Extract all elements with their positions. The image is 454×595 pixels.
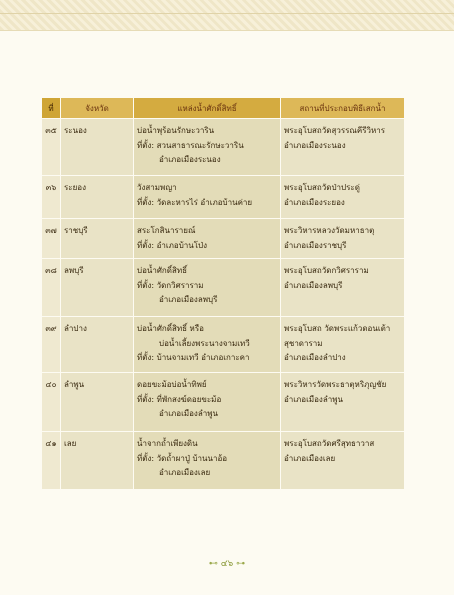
header-sacred-water-source: แหล่งน้ำศักดิ์สิทธิ์ <box>134 98 281 119</box>
table-row <box>42 219 405 259</box>
source-line: วังสามพญา <box>137 183 177 192</box>
table-row <box>42 119 405 176</box>
source-line: ที่ตั้ง: อำเภอบ้านโป่ง <box>137 240 208 250</box>
ceremony-cell <box>281 119 405 176</box>
source-cell <box>134 373 281 432</box>
table-row <box>42 176 405 219</box>
source-cell <box>134 176 281 219</box>
page-footer <box>0 556 454 570</box>
row-number: ๓๘ <box>42 259 61 317</box>
source-line: อำเภอเมืองลพบุรี <box>159 295 218 304</box>
source-line: บ่อน้ำศักดิ์สิทธิ์ หรือ <box>137 324 204 333</box>
source-line: ที่ตั้ง: บ้านจามเทวี อำเภอเกาะคา <box>137 353 250 362</box>
ceremony-line: อำเภอเมืองลำปาง <box>284 353 346 362</box>
ceremony-line: อำเภอเมืองเลย <box>284 453 336 463</box>
sacred-water-table <box>41 97 405 490</box>
source-cell <box>134 259 281 317</box>
source-cell <box>134 432 281 490</box>
table-row <box>42 432 405 490</box>
ceremony-line: อำเภอเมืองระนอง <box>284 140 346 150</box>
ceremony-cell <box>281 432 405 490</box>
table-header-row <box>42 98 405 119</box>
source-line: ที่ตั้ง: วัดถ้ำผาปู่ บ้านนาอ้อ <box>137 453 228 463</box>
table-row <box>42 259 405 317</box>
source-line: ที่ตั้ง: วัดละหารไร่ อำเภอบ้านค่าย <box>137 197 253 207</box>
source-line: บ่อน้ำเลี้ยงพระนางจามเทวี <box>159 338 250 348</box>
ceremony-line: พระวิหารวัดพระธาตุหริภุญชัย <box>284 380 387 389</box>
table-row <box>42 317 405 373</box>
source-line: ที่ตั้ง: ที่พักสงฆ์ดอยขะม้อ <box>137 394 222 404</box>
ceremony-line: สุชาดาราม <box>284 338 323 348</box>
table-row <box>42 373 405 432</box>
source-line: บ่อน้ำศักดิ์สิทธิ์ <box>137 266 187 275</box>
ceremony-line: อำเภอเมืองลพบุรี <box>284 280 343 290</box>
header-ceremony-place: สถานที่ประกอบพิธีเสกน้ำ <box>281 98 405 119</box>
ceremony-cell <box>281 219 405 259</box>
province-cell: ลพบุรี <box>61 259 134 317</box>
header-no: ที่ <box>42 98 61 119</box>
province-cell: ระยอง <box>61 176 134 219</box>
source-cell <box>134 119 281 176</box>
source-line: สระโกสินารายณ์ <box>137 226 196 235</box>
header-province: จังหวัด <box>61 98 134 119</box>
row-number: ๓๖ <box>42 176 61 219</box>
province-cell: เลย <box>61 432 134 490</box>
ceremony-cell <box>281 317 405 373</box>
ceremony-line: พระอุโบสถ วัดพระแก้วดอนเต้า <box>284 324 391 333</box>
ceremony-line: อำเภอเมืองลำพูน <box>284 394 343 404</box>
source-line: ดอยขะม้อบ่อน้ำทิพย์ <box>137 380 207 389</box>
ceremony-cell <box>281 373 405 432</box>
province-cell: ราชบุรี <box>61 219 134 259</box>
source-cell <box>134 219 281 259</box>
row-number: ๓๙ <box>42 317 61 373</box>
source-line: น้ำจากถ้ำเพียงดิน <box>137 439 198 448</box>
row-number: ๔๐ <box>42 373 61 432</box>
ceremony-line: พระอุโบสถวัดกวิศราราม <box>284 266 369 275</box>
province-cell: ลำพูน <box>61 373 134 432</box>
ceremony-line: พระอุโบสถวัดป่าประดู่ <box>284 183 360 192</box>
page-number: ๔๖ <box>220 559 234 569</box>
ceremony-cell <box>281 176 405 219</box>
row-number: ๓๕ <box>42 119 61 176</box>
ceremony-cell <box>281 259 405 317</box>
ceremony-line: พระอุโบสถวัดศรีสุทธาวาส <box>284 439 375 448</box>
ceremony-line: พระอุโบสถวัดสุวรรณคีรีวิหาร <box>284 126 386 135</box>
source-line: อำเภอเมืองลำพูน <box>159 409 218 418</box>
source-line: บ่อน้ำพุร้อนรักษะวาริน <box>137 126 215 135</box>
decorative-top-border <box>0 0 454 31</box>
row-number: ๓๗ <box>42 219 61 259</box>
ceremony-line: อำเภอเมืองราชบุรี <box>284 240 347 250</box>
right-ornament-icon: ⊶ <box>236 559 246 569</box>
source-cell <box>134 317 281 373</box>
left-ornament-icon: ⊷ <box>208 559 218 569</box>
province-cell: ระนอง <box>61 119 134 176</box>
province-cell: ลำปาง <box>61 317 134 373</box>
source-line: ที่ตั้ง: วัดกวิศราราม <box>137 280 204 290</box>
row-number: ๔๑ <box>42 432 61 490</box>
source-line: อำเภอเมืองเลย <box>159 468 211 477</box>
ceremony-line: อำเภอเมืองระยอง <box>284 197 345 207</box>
ceremony-line: พระวิหารหลวงวัดมหาธาตุ <box>284 226 375 235</box>
source-line: ที่ตั้ง: สวนสาธารณะรักษะวาริน <box>137 140 244 150</box>
source-line: อำเภอเมืองระนอง <box>159 155 221 164</box>
